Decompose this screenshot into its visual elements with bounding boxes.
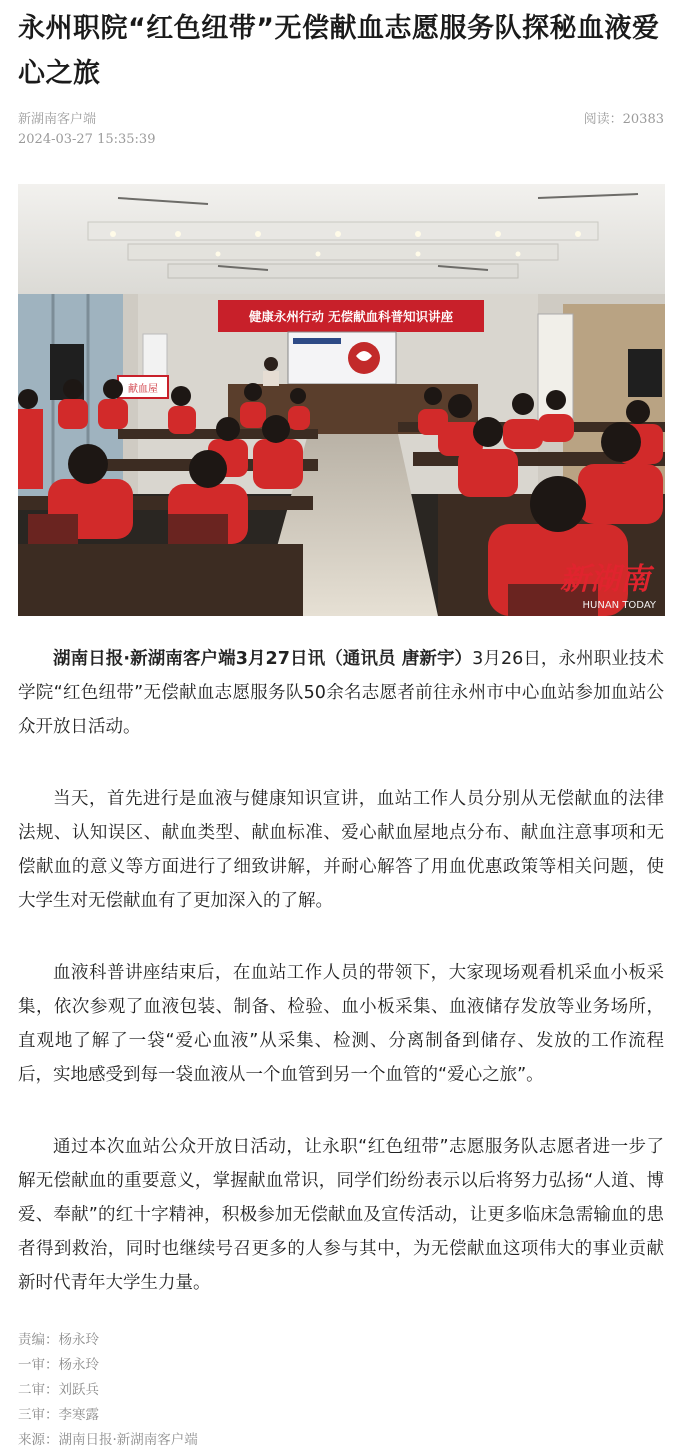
read-count: 阅读：20383	[583, 112, 664, 127]
article-photo[interactable]	[18, 184, 665, 616]
article-source[interactable]: 新湖南客户端	[18, 112, 97, 127]
door-sign: 献血屋	[128, 384, 158, 395]
publish-time: 2024-03-27 15:35:39	[18, 132, 156, 147]
banner-text: 健康永州行动 无偿献血科普知识讲座	[248, 309, 454, 324]
article-meta	[18, 110, 664, 152]
credit-review-2: 二审：刘跃兵	[18, 1382, 99, 1398]
paragraph-1-text: 3月26日，永州职业技术学院“红色纽带”无偿献血志愿服务队50余名志愿者前往永州市中心血站参加血站公众开放日活动。	[18, 649, 664, 737]
watermark-sub: HUNAN TODAY	[582, 600, 656, 611]
credit-review-1: 一审：杨永玲	[18, 1357, 99, 1373]
article-title: 永州职院“红色纽带”无偿献血志愿服务队探秘血液爱心之旅	[18, 13, 660, 89]
credit-origin: 来源：湖南日报·新湖南客户端	[18, 1432, 198, 1448]
paragraph-1-lead: 湖南日报·新湖南客户端3月27日讯（通讯员 唐新宇）	[53, 649, 473, 669]
credit-review-3: 三审：李寒露	[18, 1407, 99, 1423]
article-credits	[18, 1328, 664, 1453]
watermark-logo: 新湖南	[560, 562, 650, 597]
credit-editor: 责编：杨永玲	[18, 1332, 99, 1348]
paragraph-2: 当天，首先进行是血液与健康知识宣讲，血站工作人员分别从无偿献血的法律法规、认知误区、献血类型、献血标准、爱心献血屋地点分布、献血注意事项和无偿献血的意义等方面进行了细致讲解，并耐心解答了用血优惠政策等相关问题，使大学生对无偿献血有了更加深入的了解。	[18, 789, 664, 911]
paragraph-4: 通过本次血站公众开放日活动，让永职“红色纽带”志愿服务队志愿者进一步了解无偿献血的重要意义，掌握献血常识，同学们纷纷表示以后将努力弘扬“人道、博爱、奉献”的红十字精神，积极参加无偿献血及宣传活动，让更多临床急需输血的患者得到救治，同时也继续号召更多的人参与其中，为无偿献血这项伟大的事业贡献新时代青年大学生力量。	[18, 1137, 664, 1293]
paragraph-1	[18, 642, 664, 744]
paragraph-3: 血液科普讲座结束后，在血站工作人员的带领下，大家现场观看机采血小板采集，依次参观了血液包装、制备、检验、血小板采集、血液储存发放等业务场所，直观地了解了一袋“爱心血液”从采集、检测、分离制备到储存、发放的工作流程后，实地感受到每一袋血液从一个血管到另一个血管的“爱心之旅”。	[18, 963, 664, 1085]
article-body	[18, 642, 664, 1338]
speaker-right	[628, 349, 662, 397]
